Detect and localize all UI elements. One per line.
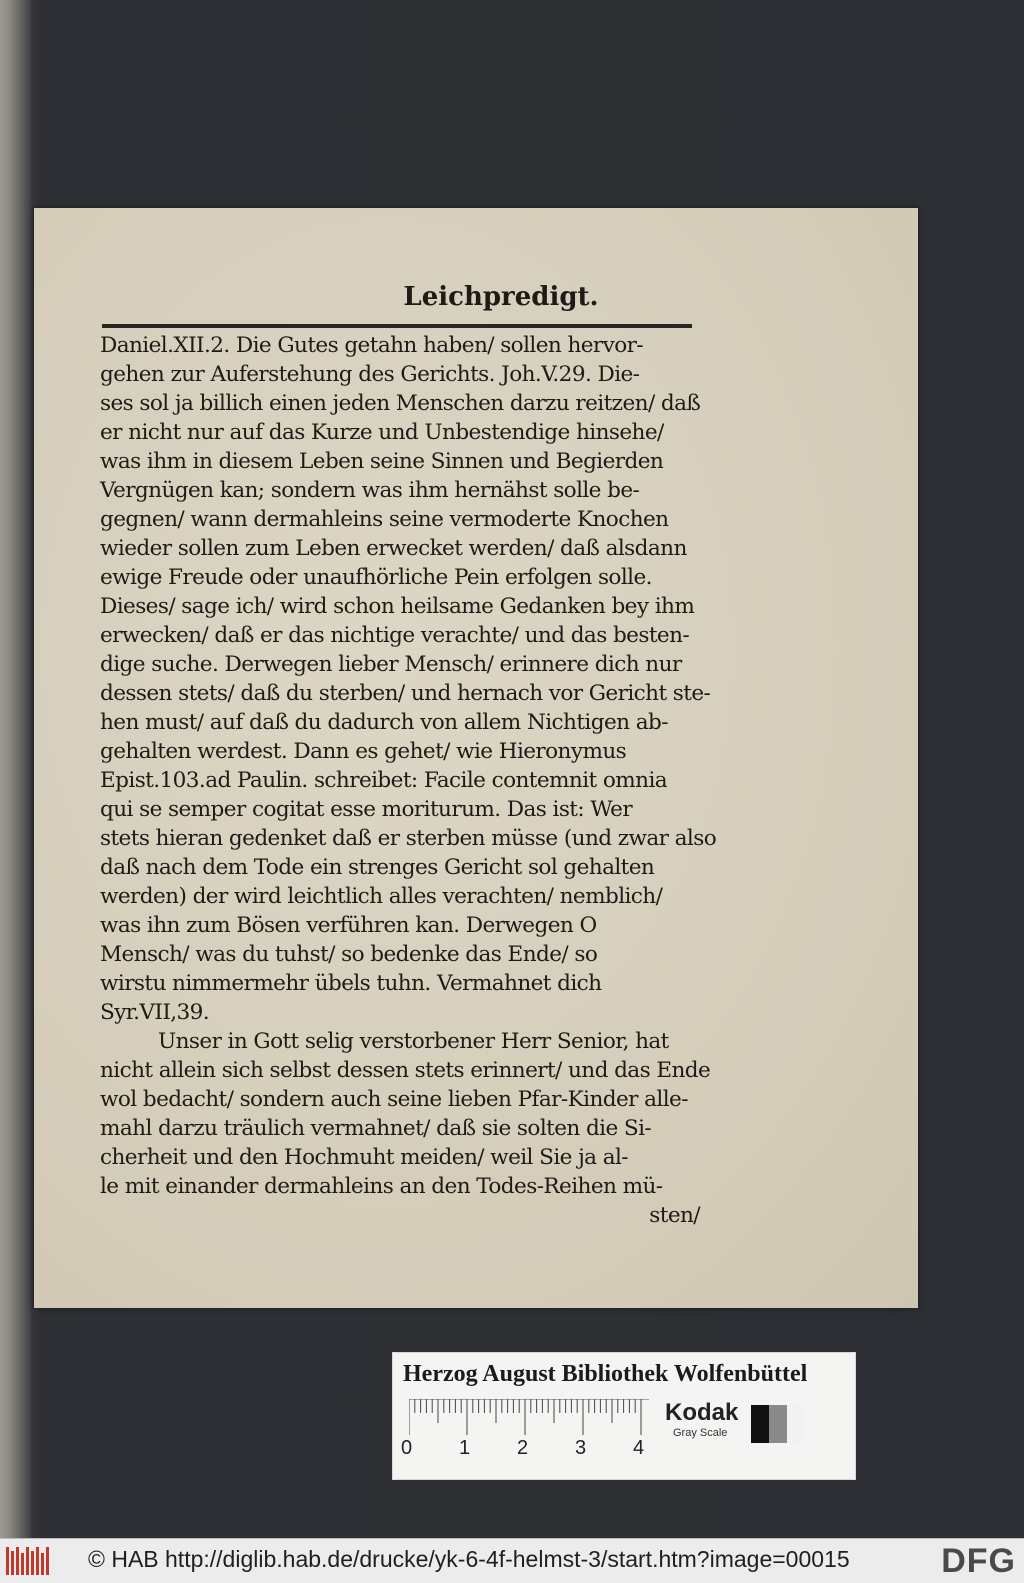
- text-line: le mit einander dermahleins an den Todes-Reihen mü-: [100, 1174, 663, 1199]
- ruler-number: 0: [401, 1437, 413, 1459]
- text-line: Dieses/ sage ich/ wird schon heilsame Gedanken bey ihm: [100, 594, 695, 619]
- text-line: mahl darzu träulich vermahnet/ daß sie solten die Si-: [100, 1116, 652, 1141]
- head-rule: [102, 324, 692, 328]
- ruler-number: 2: [517, 1437, 529, 1459]
- text-line: Vergnügen kan; sondern was ihm hernähst solle be-: [100, 478, 640, 503]
- text-line: nicht allein sich selbst dessen stets erinnert/ und das Ende: [100, 1058, 711, 1083]
- text-line: Unser in Gott selig verstorbener Herr Senior, hat: [158, 1029, 669, 1054]
- gray-swatch: [769, 1405, 787, 1443]
- facing-page-edge: [0, 0, 34, 1538]
- library-name: Herzog August Bibliothek Wolfenbüttel: [403, 1361, 808, 1387]
- text-line: Syr.VII,39.: [100, 1000, 210, 1025]
- gray-swatch: [751, 1405, 769, 1443]
- text-line: hen must/ auf daß du dadurch von allem Nichtigen ab-: [100, 710, 668, 735]
- text-line: Daniel.XII.2. Die Gutes getahn haben/ sollen hervor-: [100, 333, 644, 358]
- footer-citation[interactable]: © HAB http://diglib.hab.de/drucke/yk-6-4f-helmst-3/start.htm?image=00015: [88, 1546, 850, 1572]
- kodak-brand: Kodak: [665, 1399, 739, 1426]
- text-line: ses sol ja billich einen jeden Menschen darzu reitzen/ daß: [100, 391, 701, 416]
- text-line: was ihn zum Bösen verführen kan. Derwegen O: [100, 913, 597, 938]
- text-line: daß nach dem Tode ein strenges Gericht sol gehalten: [100, 855, 655, 880]
- measuring-ruler: [409, 1399, 649, 1439]
- text-line: gehalten werdest. Dann es gehet/ wie Hieronymus: [100, 739, 627, 764]
- running-head: Leichpredigt.: [403, 282, 599, 312]
- text-line: wol bedacht/ sondern auch seine lieben Pfar-Kinder alle-: [100, 1087, 688, 1112]
- text-line: wirstu nimmermehr übels tuhn. Vermahnet dich: [100, 971, 602, 996]
- color-calibration-card: [392, 1352, 856, 1480]
- hab-logo-icon: [4, 1545, 50, 1577]
- ruler-numbers: [401, 1437, 661, 1461]
- footer-bar: [0, 1538, 1024, 1583]
- text-line: er nicht nur auf das Kurze und Unbestendige hinsehe/: [100, 420, 664, 445]
- text-line: qui se semper cogitat esse moriturum. Das ist: Wer: [100, 797, 633, 822]
- text-line: dige suche. Derwegen lieber Mensch/ erinnere dich nur: [100, 652, 682, 677]
- ruler-number: 1: [459, 1437, 471, 1459]
- text-line: werden) der wird leichtlich alles verachten/ nemblich/: [100, 884, 663, 909]
- book-page: [34, 208, 918, 1308]
- text-line: Mensch/ was du tuhst/ so bedenke das Ende/ so: [100, 942, 598, 967]
- ruler-number: 4: [633, 1437, 645, 1459]
- grayscale-label: Gray Scale: [673, 1427, 728, 1439]
- ruler-number: 3: [575, 1437, 587, 1459]
- text-line: wieder sollen zum Leben erwecket werden/ daß alsdann: [100, 536, 687, 561]
- text-line: ewige Freude oder unaufhörliche Pein erfolgen solle.: [100, 565, 652, 590]
- text-line: cherheit und den Hochmuht meiden/ weil Sie ja al-: [100, 1145, 628, 1170]
- text-line: erwecken/ daß er das nichtige verachte/ und das besten-: [100, 623, 690, 648]
- text-line: gegnen/ wann dermahleins seine vermoderte Knochen: [100, 507, 669, 532]
- gray-swatch: [787, 1405, 805, 1443]
- text-line: was ihm in diesem Leben seine Sinnen und Begierden: [100, 449, 664, 474]
- text-line: Epist.103.ad Paulin. schreibet: Facile contemnit omnia: [100, 768, 668, 793]
- gray-swatches: [751, 1405, 805, 1443]
- dfg-logo: DFG: [941, 1542, 1016, 1580]
- page-text: [100, 331, 717, 1230]
- catchword: sten/: [649, 1203, 700, 1228]
- text-line: stets hieran gedenket daß er sterben müsse (und zwar also: [100, 826, 717, 851]
- text-line: gehen zur Auferstehung des Gerichts. Joh.V.29. Die-: [100, 362, 640, 387]
- text-line: dessen stets/ daß du sterben/ und hernach vor Gericht ste-: [100, 681, 711, 706]
